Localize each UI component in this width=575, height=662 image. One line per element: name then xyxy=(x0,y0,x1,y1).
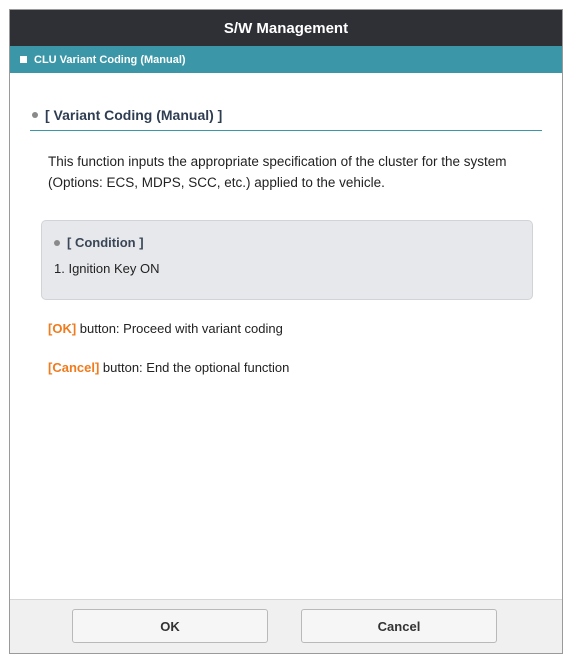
ok-button[interactable]: OK xyxy=(72,609,268,643)
cancel-button[interactable]: Cancel xyxy=(301,609,497,643)
section-description: This function inputs the appropriate specification of the cluster for the system (Options: ECS, MDPS, SCC, etc.) applied to the vehicle. xyxy=(48,154,507,190)
bullet-dot-icon xyxy=(32,112,38,118)
sw-management-window xyxy=(9,9,563,654)
subheader-bar xyxy=(10,46,562,73)
section-heading xyxy=(30,107,542,131)
ok-note xyxy=(48,321,542,336)
condition-item: 1. Ignition Key ON xyxy=(54,261,160,276)
button-footer xyxy=(10,599,562,653)
condition-heading-text: [ Condition ] xyxy=(67,235,144,250)
section-heading-text: [ Variant Coding (Manual) ] xyxy=(45,107,223,123)
content-area xyxy=(10,107,562,375)
square-bullet-icon xyxy=(20,56,27,63)
bullet-dot-icon xyxy=(54,240,60,246)
condition-heading xyxy=(54,235,532,250)
ok-note-text: button: Proceed with variant coding xyxy=(76,321,283,336)
subheader-title: CLU Variant Coding (Manual) xyxy=(34,53,186,66)
condition-box xyxy=(42,221,532,299)
ok-note-key: [OK] xyxy=(48,321,77,336)
window-title: S/W Management xyxy=(10,10,562,46)
cancel-note xyxy=(48,360,542,375)
cancel-note-key: [Cancel] xyxy=(48,360,100,375)
cancel-note-text: button: End the optional function xyxy=(99,360,290,375)
